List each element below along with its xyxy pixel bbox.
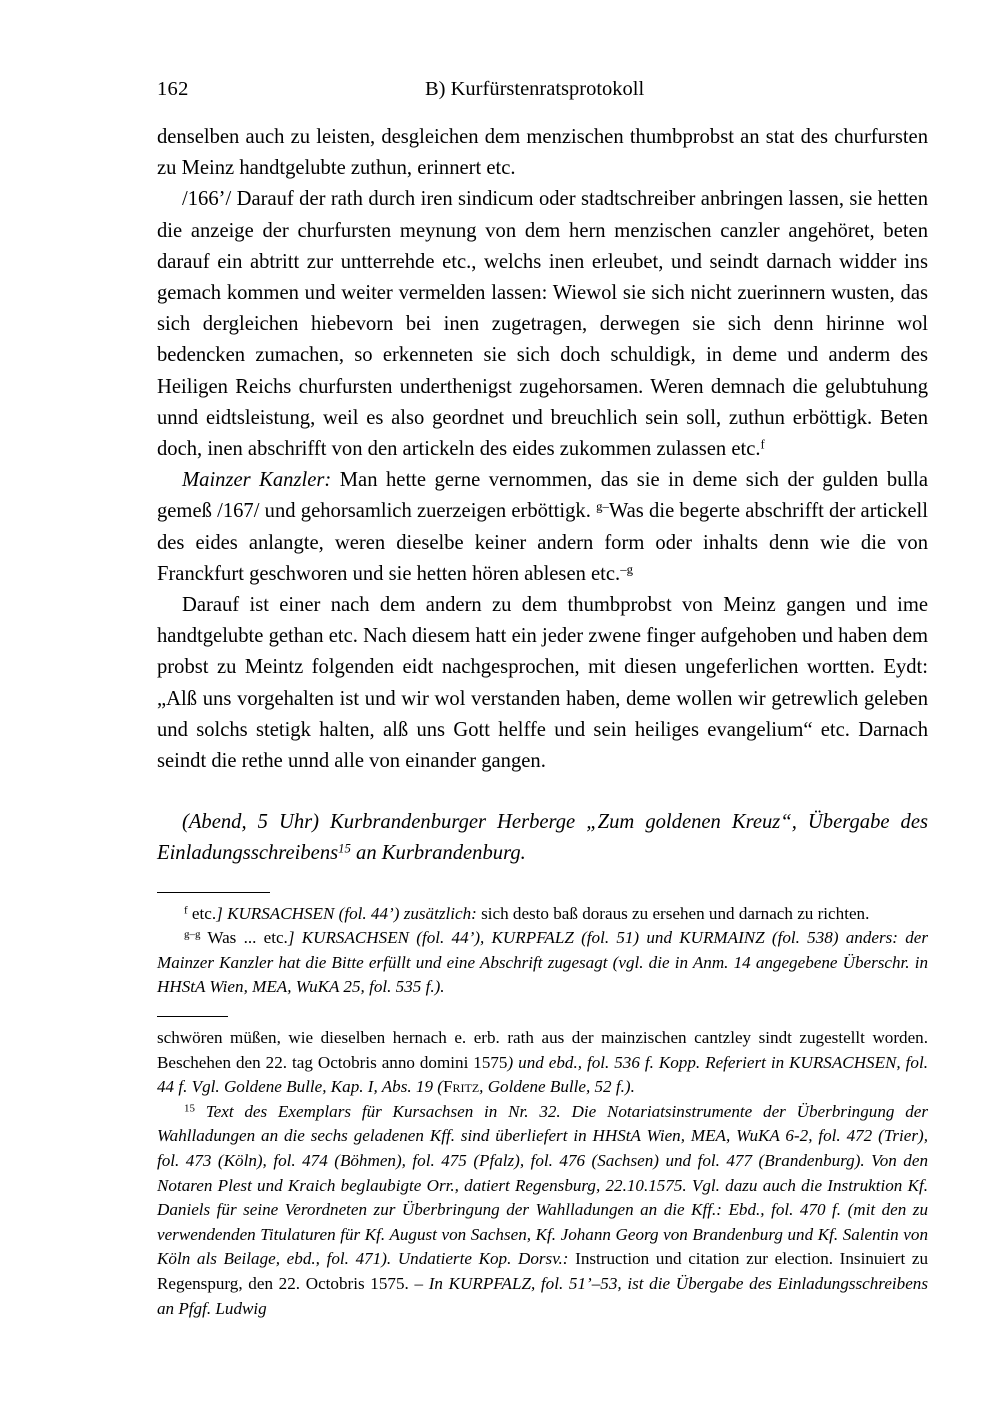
section-heading xyxy=(157,807,928,869)
footnote-roman-part1: schwören müßen, wie dieselben hernach e. erb. rath aus der mainzischen cantzley sindt zugestellt worden. Beschehen den 22. tag Octobris anno domini 1575 xyxy=(157,1028,928,1072)
apparatus-lemma-roman: Was ... etc. xyxy=(200,928,288,948)
apparatus-text-roman: sich desto baß doraus zu ersehen und darnach zu richten. xyxy=(476,903,870,923)
running-head-title: B) Kurfürstenratsprotokoll xyxy=(425,78,645,100)
apparatus-entry-f xyxy=(157,902,928,927)
apparatus-marker-g: g–g xyxy=(184,928,201,941)
paragraph-eid xyxy=(157,590,928,777)
apparatus-marker-f: f xyxy=(184,904,188,917)
paragraph-rath-sindicum xyxy=(157,184,928,465)
paragraph-text: /166’/ Darauf der rath durch iren sindicum oder stadtschreiber anbringen lassen, sie hetten die anzeige der churfursten meynung von dem hern menzischen canzler angehöret, beten darauf ein abtritt zur untterrehde etc., welchs inen erleubet, und seindt darnach widder ins gemach kommen und weiter vermelden lassen: Wiewol sie sich nicht zuerinnern wusten, das sich dergleichen hiebevorn bei inen zugetragen, derwegen sie sich denn hirinne wol bedencken zumachen, so erkenneten sie sich doch schuldigk, in deme und anderm des Heiligen Reichs churfursten underthenigst zugehorsamen. Weren demnach die gelubtuhung unnd eidtsleistung, weil es also geordnet und breuchlich sein soll, zuthun erböttigk. Beten doch, inen abschrifft von den artickeln des eides zukommen zulassen etc. xyxy=(157,188,928,461)
apparatus-lemma-italic: ] KURSACHSEN (fol. 44’) zusätzlich: xyxy=(216,903,477,923)
footnote-marker-g-close[interactable]: –g xyxy=(620,562,633,577)
footnotes-block xyxy=(157,1026,928,1321)
footnote-italic-part1: ) und ebd., fol. 536 f. Kopp. Referiert in KURSACHSEN, fol. 44 f. Vgl. Goldene Bulle, Kap. I, Abs. 19 ( xyxy=(157,1052,928,1097)
footnote-author-name: Fritz xyxy=(442,1077,480,1097)
section-heading-paragraph xyxy=(157,807,928,869)
paragraph-text-part2: Was die begerte abschrifft der artickell des eides anlangte, weren dieselbe keiner andern form oder inhalts denn wie die von Franckfurt geschworen und sie hetten hören ablesen etc. xyxy=(157,500,929,585)
footnote-continued xyxy=(157,1026,928,1100)
paragraph-text-part1: Man hette gerne vernommen, das sie in deme sich der gulden bulla gemeß /167/ und gehorsamlich zuerzeigen erböttigk. xyxy=(157,469,928,523)
footnote-marker-15[interactable]: 15 xyxy=(338,841,351,856)
apparatus-block xyxy=(157,902,928,1000)
footnote-number-15: 15 xyxy=(184,1102,195,1115)
footnote-rule xyxy=(157,1016,228,1017)
apparatus-lemma-italic: ] KURSACHSEN (fol. 44’), KURPFALZ (fol. 51) und KURMAINZ (fol. 538) anders: der Mainzer Kanzler hat die Bitte erfüllt und eine Abschrift zugesagt (vgl. die in Anm. 14 angegebene Überschr. in HHStA Wien, MEA, WuKA 25, fol. 535 f.). xyxy=(157,928,928,997)
running-head xyxy=(157,70,928,108)
apparatus-entry-g xyxy=(157,926,928,1000)
footnote-italic-part2: , Goldene Bulle, 52 f.). xyxy=(479,1077,635,1097)
section-heading-text-after: an Kurbrandenburg. xyxy=(350,842,526,865)
page-content xyxy=(157,70,928,1321)
footnote-15-roman-part: Instruction und citation zur election. Insinuiert zu Regenspurg, den 22. Octobris 1575. – xyxy=(157,1249,928,1293)
paragraph-text: denselben auch zu leisten, desgleichen dem menzischen thumbprobst an stat des churfursten zu Meinz handtgelubte zuthun, erinnert etc. xyxy=(157,126,928,180)
footnote-marker-g-open[interactable]: g– xyxy=(596,499,609,514)
footnote-15-italic-part2: In KURPFALZ, fol. 51’–53, ist die Übergabe des Einladungsschreibens an Pfgf. Ludwig xyxy=(157,1273,928,1318)
section-heading-text-before: (Abend, 5 Uhr) Kurbrandenburger Herberge „Zum goldenen Kreuz“, Übergabe des Einladungsschreibens xyxy=(157,811,928,865)
footnote-15 xyxy=(157,1100,928,1321)
body-text xyxy=(157,122,928,777)
paragraph-continuation xyxy=(157,122,928,184)
footnote-marker-f[interactable]: f xyxy=(760,437,765,452)
apparatus-lemma-roman: etc. xyxy=(187,903,217,923)
paragraph-mainzer-kanzler xyxy=(157,465,928,590)
footnote-15-italic-part1: Text des Exemplars für Kursachsen in Nr. 32. Die Notariatsinstrumente der Überbringung der Wahlladungen an die sechs geladenen Kff. sind überliefert in HHStA Wien, MEA, WuKA 6-2, fol. 472 (Trier), fol. 473 (Köln), fol. 474 (Böhmen), fol. 475 (Pfalz), fol. 476 (Sachsen) und fol. 477 (Brandenburg). Von den Notaren Plest und Kraich beglaubigte Orr., datiert Regensburg, 22.10.1575. Vgl. dazu auch die Instruktion Kf. Daniels für seine Verordneten zur Überbringung der Wahlladungen an die Kff.: Ebd., fol. 470 f. (mit den zu verwendenden Titulaturen für Kf. August von Sachsen, Kf. Johann Georg von Brandenburg und Kf. Salentin von Köln als Beilage, ebd., fol. 471). Undatierte Kop. Dorsv.: xyxy=(157,1101,928,1269)
page-number: 162 xyxy=(157,78,189,100)
apparatus-rule xyxy=(157,892,270,893)
paragraph-text: Darauf ist einer nach dem andern zu dem thumbprobst von Meinz gangen und ime handtgelubte gethan etc. Nach diesem hatt ein jeder zwene finger aufgehoben und haben dem probst zu Meintz folgenden eidt nachgesprochen, mit diesen ungeferlichen wortten. Eydt: „Alß uns vorgehalten ist und wir wol verstanden haben, deme wollen wir getrewlich geleben und solchs stetigk halten, alß uns Gott helffe und sein heiliges evangelium“ etc. Darnach seindt die rethe unnd alle von einander gangen. xyxy=(157,594,928,773)
speaker-label-mainzer-kanzler: Mainzer Kanzler: xyxy=(182,469,332,492)
